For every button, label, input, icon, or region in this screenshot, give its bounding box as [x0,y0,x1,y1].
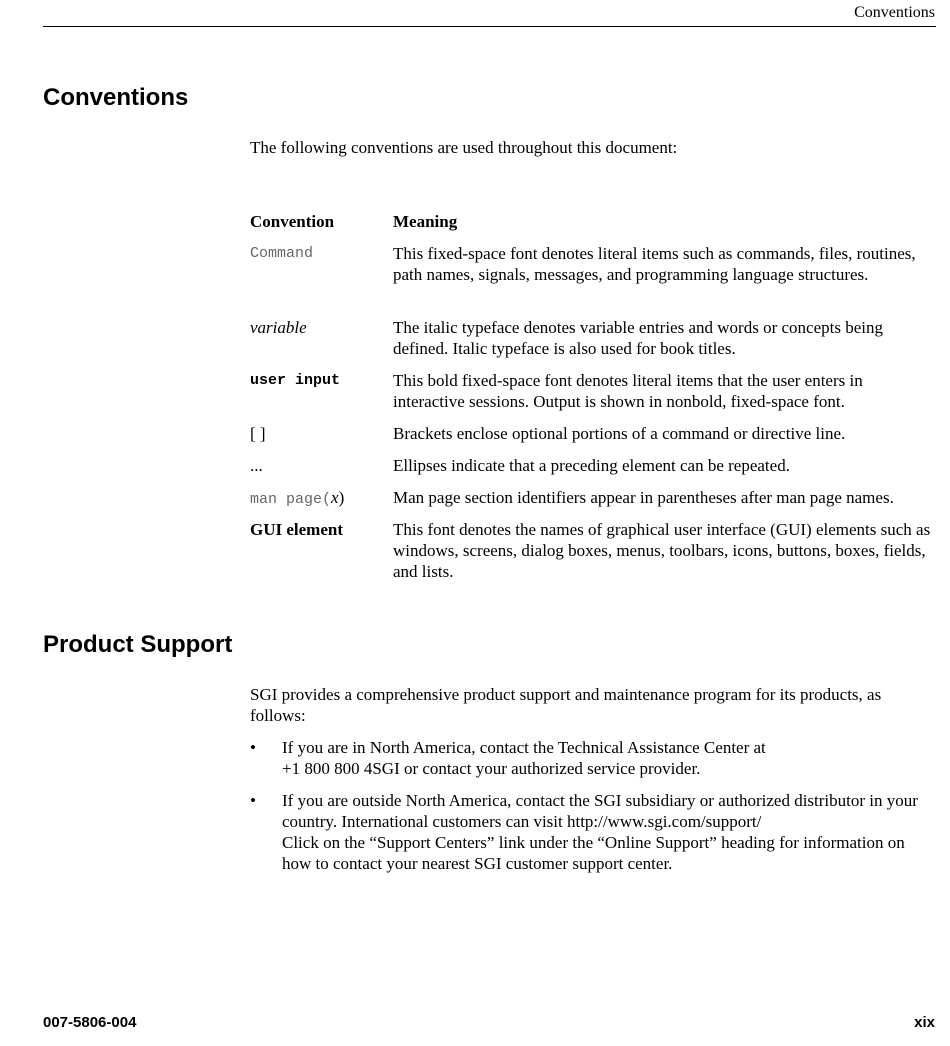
convention-meaning: This bold fixed-space font denotes literal items that the user enters in interactive sessions. Output is shown in nonbold, fixed-space font. [393,371,863,411]
convention-meaning: Brackets enclose optional portions of a command or directive line. [393,424,846,443]
convention-column-header: Convention [250,212,335,231]
document-number: 007-5806-004 [43,1014,137,1031]
meaning-column-header: Meaning [393,212,458,231]
list-item-line: If you are outside North America, contact the SGI subsidiary or authorized distributor in your country. International customers can visit http://www.sgi.com/support/ [282,791,918,831]
convention-meaning: This fixed-space font denotes literal items such as commands, files, routines, path names, signals, messages, and programming language structures. [393,244,916,284]
convention-meaning: Man page section identifiers appear in parentheses after man page names. [393,488,894,507]
man-page-term-variable: x [331,488,339,507]
convention-term [250,487,390,510]
convention-term: variable [250,318,307,337]
list-item-text [282,737,937,779]
man-page-term-suffix: ) [338,488,345,507]
running-header: Conventions [854,4,935,21]
convention-meaning: The italic typeface denotes variable entries and words or concepts being defined. Italic typeface is also used for book titles. [393,318,883,358]
header-rule [43,26,936,27]
convention-term: [ ] [250,424,266,443]
conventions-heading: Conventions [43,84,189,111]
list-item-line: Click on the “Support Centers” link under the “Online Support” heading for information on how to contact your nearest SGI customer support center. [282,833,905,873]
man-page-term-prefix: man page( [250,491,332,508]
conventions-intro: The following conventions are used throughout this document: [250,138,678,157]
list-item-text [282,790,937,874]
list-item-line: +1 800 800 4SGI or contact your authorized service provider. [282,759,701,778]
convention-term: user input [250,372,341,389]
convention-meaning: Ellipses indicate that a preceding element can be repeated. [393,456,790,475]
list-item-line: If you are in North America, contact the Technical Assistance Center at [282,738,766,757]
convention-term: GUI element [250,520,344,539]
product-support-intro: SGI provides a comprehensive product support and maintenance program for its products, as follows: [250,685,882,725]
convention-meaning: This font denotes the names of graphical user interface (GUI) elements such as windows, screens, dialog boxes, menus, toolbars, icons, buttons, boxes, fields, and lists. [393,520,931,581]
product-support-heading: Product Support [43,631,233,658]
bullet-mark: • [250,791,256,810]
page-number: xix [914,1014,935,1031]
convention-term: ... [250,456,263,475]
bullet-mark: • [250,738,256,757]
convention-term: Command [250,245,314,262]
